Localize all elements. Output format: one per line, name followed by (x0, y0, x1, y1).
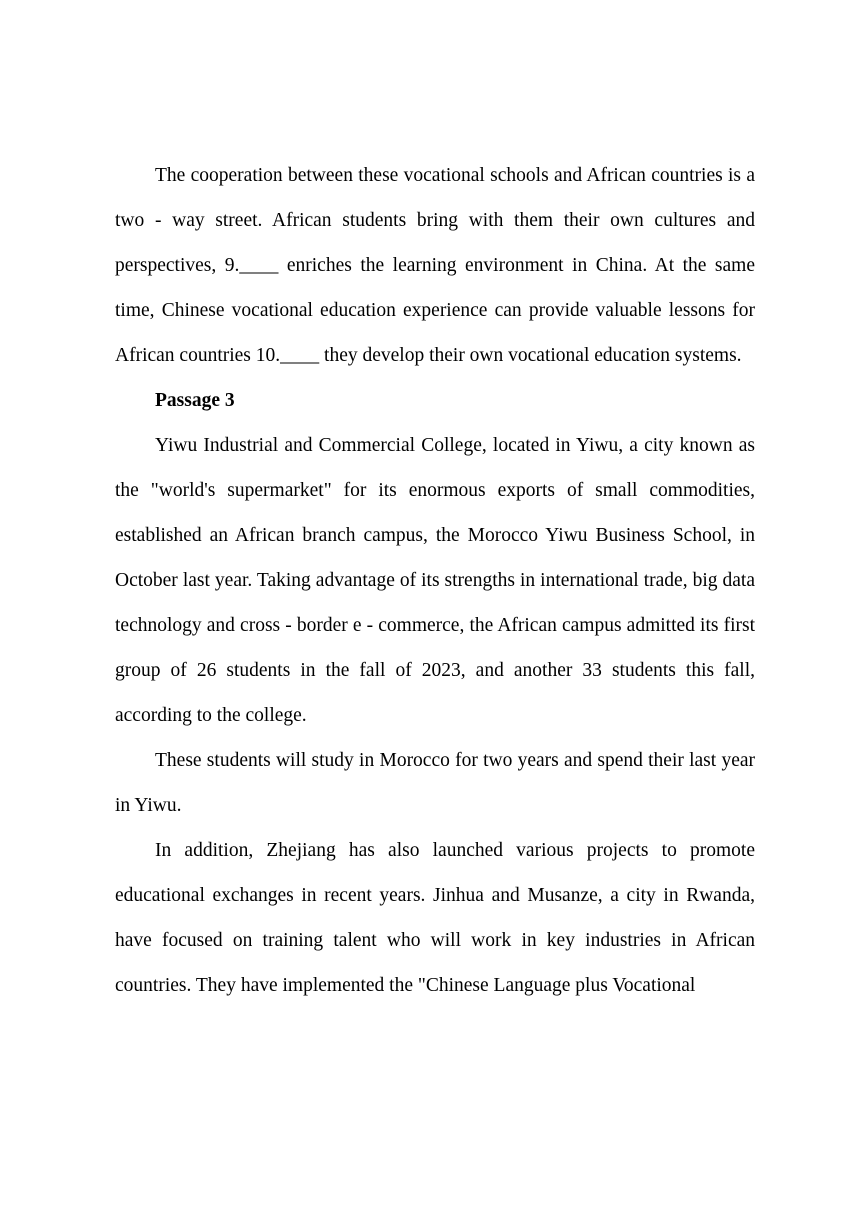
document-body (115, 153, 755, 1008)
paragraph-yiwu-college: Yiwu Industrial and Commercial College, located in Yiwu, a city known as the "world's supermarket" for its enormous exports of small commodities, established an African branch campus, the Morocco Yiwu Business School, in October last year. Taking advantage of its strengths in international trade, big data technology and cross - border e - commerce, the African campus admitted its first group of 26 students in the fall of 2023, and another 33 students this fall, according to the college. (115, 435, 755, 726)
section-heading-passage-3: Passage 3 (155, 390, 235, 411)
paragraph-students-study: These students will study in Morocco for two years and spend their last year in Yiwu. (115, 750, 755, 816)
paragraph-cooperation: The cooperation between these vocational schools and African countries is a two - way street. African students bring with them their own cultures and perspectives, 9.____ enriches the learning environment in China. At the same time, Chinese vocational education experience can provide valuable lessons for African countries 10.____ they develop their own vocational education systems. (115, 165, 755, 366)
paragraph-zhejiang-projects: In addition, Zhejiang has also launched various projects to promote educational exchanges in recent years. Jinhua and Musanze, a city in Rwanda, have focused on training talent who will work in key industries in African countries. They have implemented the "Chinese Language plus Vocational (115, 840, 755, 996)
